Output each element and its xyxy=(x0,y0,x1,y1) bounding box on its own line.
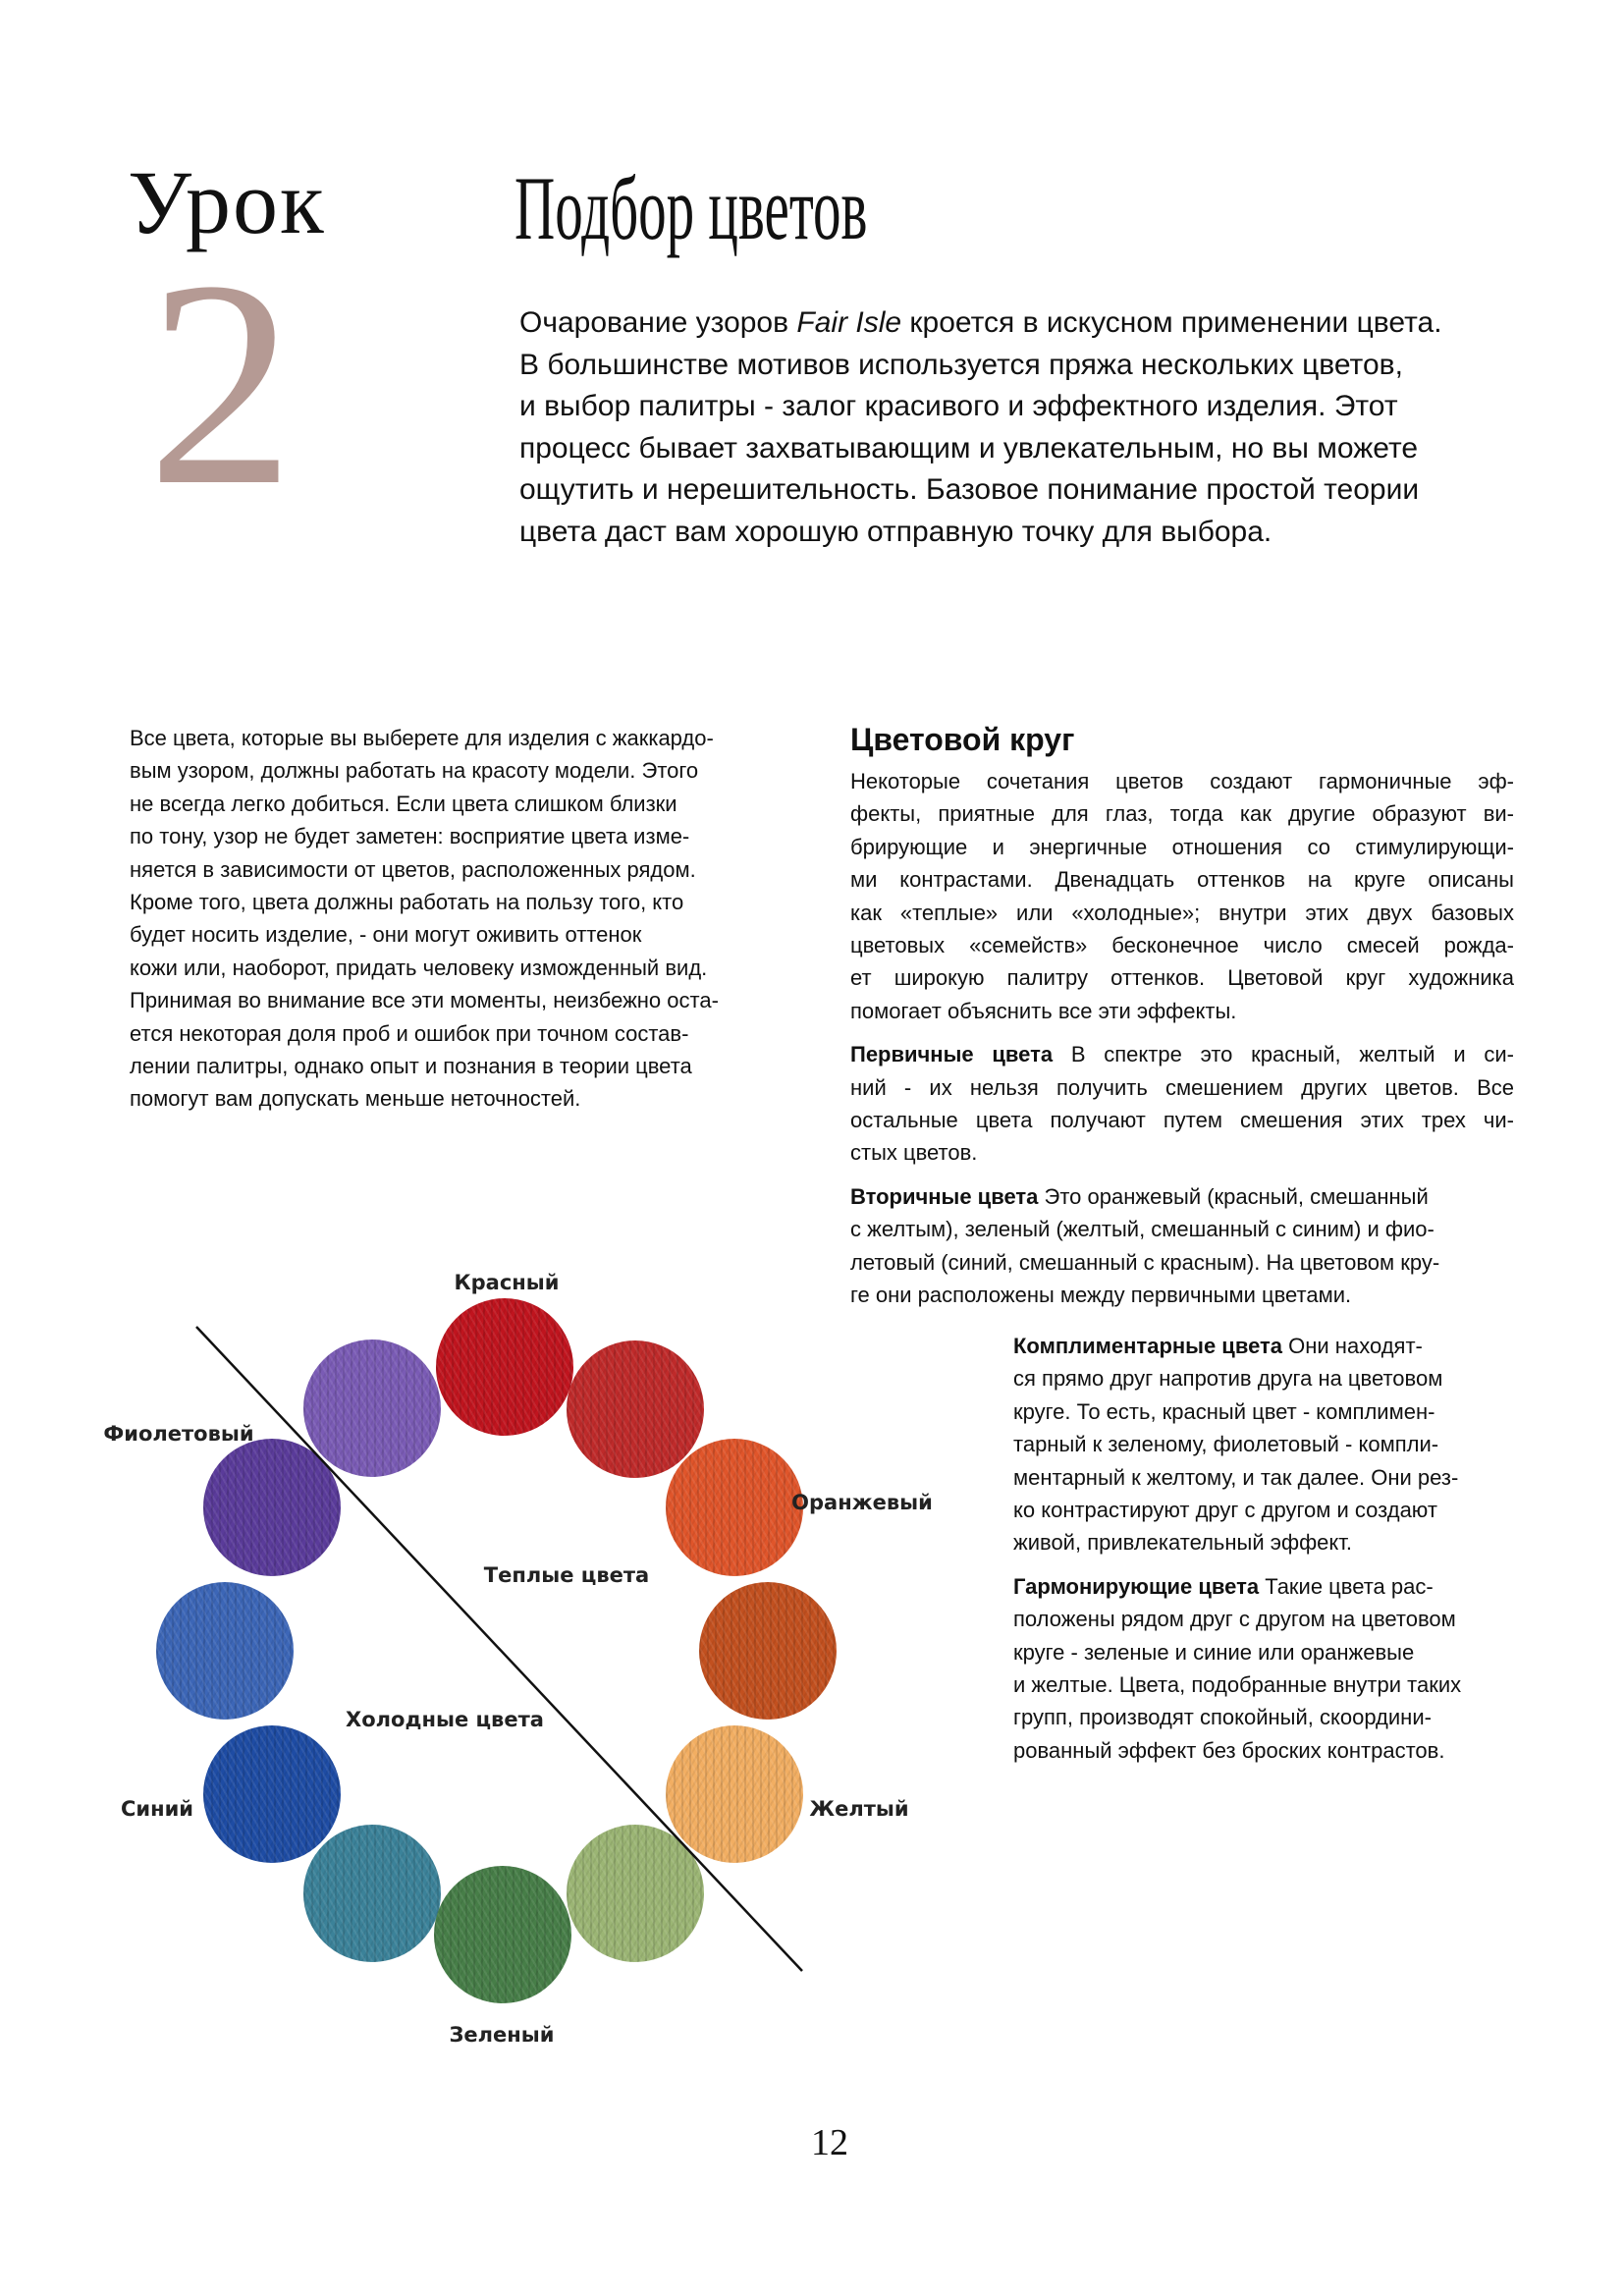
paragraph-line xyxy=(850,797,1514,830)
wheel-label-yellow: Желтый xyxy=(809,1797,909,1821)
paragraph-line xyxy=(1013,1330,1514,1362)
line-text: остальные цвета получают путем смешения этих трех чи- xyxy=(850,1108,1514,1133)
left-line: вым узором, должны работать на красоту модели. Этого xyxy=(130,758,699,784)
line-text: брирующие и энергичные отношения со стимулирующи- xyxy=(850,834,1514,859)
line-text: групп, производят спокойный, скоордини- xyxy=(1013,1705,1432,1730)
line-text: цветовых «семейств» бесконечное число смесей рожда- xyxy=(850,933,1514,958)
line-text: Некоторые сочетания цветов создают гармоничные эф- xyxy=(850,769,1514,793)
line-text: тарный к зеленому, фиолетовый - компли- xyxy=(1013,1432,1439,1457)
paragraph-line xyxy=(850,1071,1514,1104)
lesson-word: Урок xyxy=(128,152,326,252)
paragraph-line xyxy=(850,995,1514,1027)
intro-line xyxy=(519,512,1501,554)
line-text: рованный эффект без броских контрастов. xyxy=(1013,1737,1445,1763)
paragraph-line xyxy=(1013,1636,1514,1668)
paragraph-line xyxy=(1013,1668,1514,1701)
paragraph-line xyxy=(850,863,1514,896)
wheel-label-red: Красный xyxy=(454,1271,560,1294)
paragraph-line xyxy=(850,1180,1514,1213)
intro-line xyxy=(519,469,1501,512)
line-text: положены рядом друг с другом на цветовом xyxy=(1013,1607,1456,1632)
intro-pre: и выбор палитры - залог красивого и эффектного изделия. Этот xyxy=(519,390,1398,423)
paragraph-lead: Комплиментарные цвета xyxy=(1013,1334,1283,1358)
intro-line xyxy=(519,428,1501,470)
left-line: Кроме того, цвета должны работать на пользу того, кто xyxy=(130,890,684,915)
intro-line xyxy=(519,345,1501,387)
paragraph-lead: Гармонирующие цвета xyxy=(1013,1573,1260,1599)
intro-pre: процесс бывает захватывающим и увлекательным, но вы можете xyxy=(519,431,1419,465)
paragraph-line xyxy=(850,929,1514,961)
line-text: Такие цвета рас- xyxy=(1259,1573,1434,1599)
intro-post: кроется в искусном применении цвета. xyxy=(901,306,1442,339)
left-line: будет носить изделие, - они могут оживить оттенок xyxy=(130,922,642,948)
line-text: ментарный к желтому, и так далее. Они рез- xyxy=(1013,1464,1459,1490)
line-text: стых цветов. xyxy=(850,1140,978,1166)
paragraph-line xyxy=(1013,1570,1514,1603)
intro-pre: Очарование узоров xyxy=(519,306,797,339)
wheel-label-cool: Холодные цвета xyxy=(346,1708,544,1731)
paragraph-line xyxy=(1013,1494,1514,1526)
right-column-text xyxy=(850,718,1514,1323)
intro-line xyxy=(519,386,1501,428)
paragraph-lead: Первичные цвета xyxy=(850,1042,1054,1067)
line-text: фекты, приятные для глаз, тогда как другие образуют ви- xyxy=(850,801,1514,827)
paragraph xyxy=(850,1038,1514,1170)
line-text: круге. То есть, красный цвет - комплимен- xyxy=(1013,1398,1435,1424)
left-line: няется в зависимости от цветов, расположенных рядом. xyxy=(130,856,696,882)
line-text: летовый (синий, смешанный с красным). На цветовом кру- xyxy=(850,1249,1440,1275)
paragraph xyxy=(850,765,1514,1027)
intro-pre: В большинстве мотивов используется пряжа нескольких цветов, xyxy=(519,348,1403,381)
section-heading: Цветовой круг xyxy=(850,722,1075,757)
line-text: помогает объяснить все эти эффекты. xyxy=(850,998,1237,1023)
paragraph-line xyxy=(850,1213,1514,1245)
left-line: Все цвета, которые вы выберете для изделия с жаккардо- xyxy=(130,726,714,750)
paragraph-line xyxy=(1013,1526,1514,1558)
left-column-text xyxy=(130,722,778,1116)
warm-cool-divider xyxy=(108,1247,952,2062)
line-text: ся прямо друг напротив друга на цветовом xyxy=(1013,1366,1443,1392)
paragraph-line xyxy=(850,1038,1514,1070)
line-text: с желтым), зеленый (желтый, смешанный с синим) и фио- xyxy=(850,1217,1435,1242)
intro-pre: цвета даст вам хорошую отправную точку для выбора. xyxy=(519,515,1272,548)
left-line: не всегда легко добиться. Если цвета слишком близки xyxy=(130,791,677,816)
paragraph-lead: Вторичные цвета xyxy=(850,1183,1039,1209)
paragraph-line xyxy=(1013,1395,1514,1428)
color-wheel xyxy=(103,1247,952,2062)
intro-paragraph xyxy=(519,302,1501,554)
left-line: ется некоторая доля проб и ошибок при точном состав- xyxy=(130,1020,689,1046)
line-text: ге они расположены между первичными цветами. xyxy=(850,1283,1352,1308)
paragraph-line xyxy=(1013,1428,1514,1460)
line-text: и желтые. Цвета, подобранные внутри таких xyxy=(1013,1672,1462,1698)
page-title: Подбор цветов xyxy=(514,158,868,258)
paragraph-line xyxy=(850,897,1514,929)
line-text: ми контрастами. Двенадцать оттенков на круге описаны xyxy=(850,867,1514,893)
line-text: как «теплые» или «холодные»; внутри этих двух базовых xyxy=(850,900,1514,925)
line-text: ко контрастируют друг с другом и создают xyxy=(1013,1498,1437,1523)
line-text: ет широкую палитру оттенков. Цветовой круг художника xyxy=(850,965,1514,991)
paragraph-line xyxy=(1013,1461,1514,1494)
left-line: Принимая во внимание все эти моменты, неизбежно оста- xyxy=(130,988,719,1013)
paragraph xyxy=(1013,1570,1514,1767)
line-text: живой, привлекательный эффект. xyxy=(1013,1530,1353,1556)
wheel-label-warm: Теплые цвета xyxy=(483,1563,650,1587)
paragraph-line xyxy=(850,1136,1514,1169)
wheel-label-orange: Оранжевый xyxy=(791,1491,933,1514)
intro-pre: ощутить и нерешительность. Базовое понимание простой теории xyxy=(519,473,1420,507)
paragraph-line xyxy=(1013,1362,1514,1394)
lesson-number: 2 xyxy=(147,220,295,546)
line-text: В спектре это красный, желтый и си- xyxy=(1053,1042,1514,1067)
left-line: кожи или, наоборот, придать человеку изможденный вид. xyxy=(130,955,708,980)
page-number: 12 xyxy=(811,2122,848,2163)
intro-line xyxy=(519,302,1501,345)
intro-em: Fair Isle xyxy=(796,306,902,339)
side-column-text xyxy=(1013,1330,1514,1777)
paragraph-line xyxy=(1013,1603,1514,1635)
paragraph xyxy=(1013,1330,1514,1559)
left-line: по тону, узор не будет заметен: восприятие цвета изме- xyxy=(130,824,690,849)
line-text: Это оранжевый (красный, смешанный xyxy=(1038,1183,1429,1209)
left-line: лении палитры, однако опыт и познания в теории цвета xyxy=(130,1054,692,1079)
paragraph-line xyxy=(850,1104,1514,1136)
paragraph-line xyxy=(850,765,1514,797)
paragraph-line xyxy=(1013,1701,1514,1733)
line-text: круге - зеленые и синие или оранжевые xyxy=(1013,1639,1415,1665)
paragraph-line xyxy=(850,961,1514,994)
line-text: Они находят- xyxy=(1282,1334,1423,1358)
paragraph-line xyxy=(850,831,1514,863)
left-line: помогут вам допускать меньше неточностей. xyxy=(130,1086,581,1112)
wheel-label-green: Зеленый xyxy=(449,2023,555,2047)
wheel-label-violet: Фиолетовый xyxy=(103,1422,254,1446)
paragraph-line xyxy=(1013,1734,1514,1767)
wheel-label-blue: Синий xyxy=(120,1797,194,1821)
line-text: ний - их нельзя получить смешением других цветов. Все xyxy=(850,1074,1514,1100)
